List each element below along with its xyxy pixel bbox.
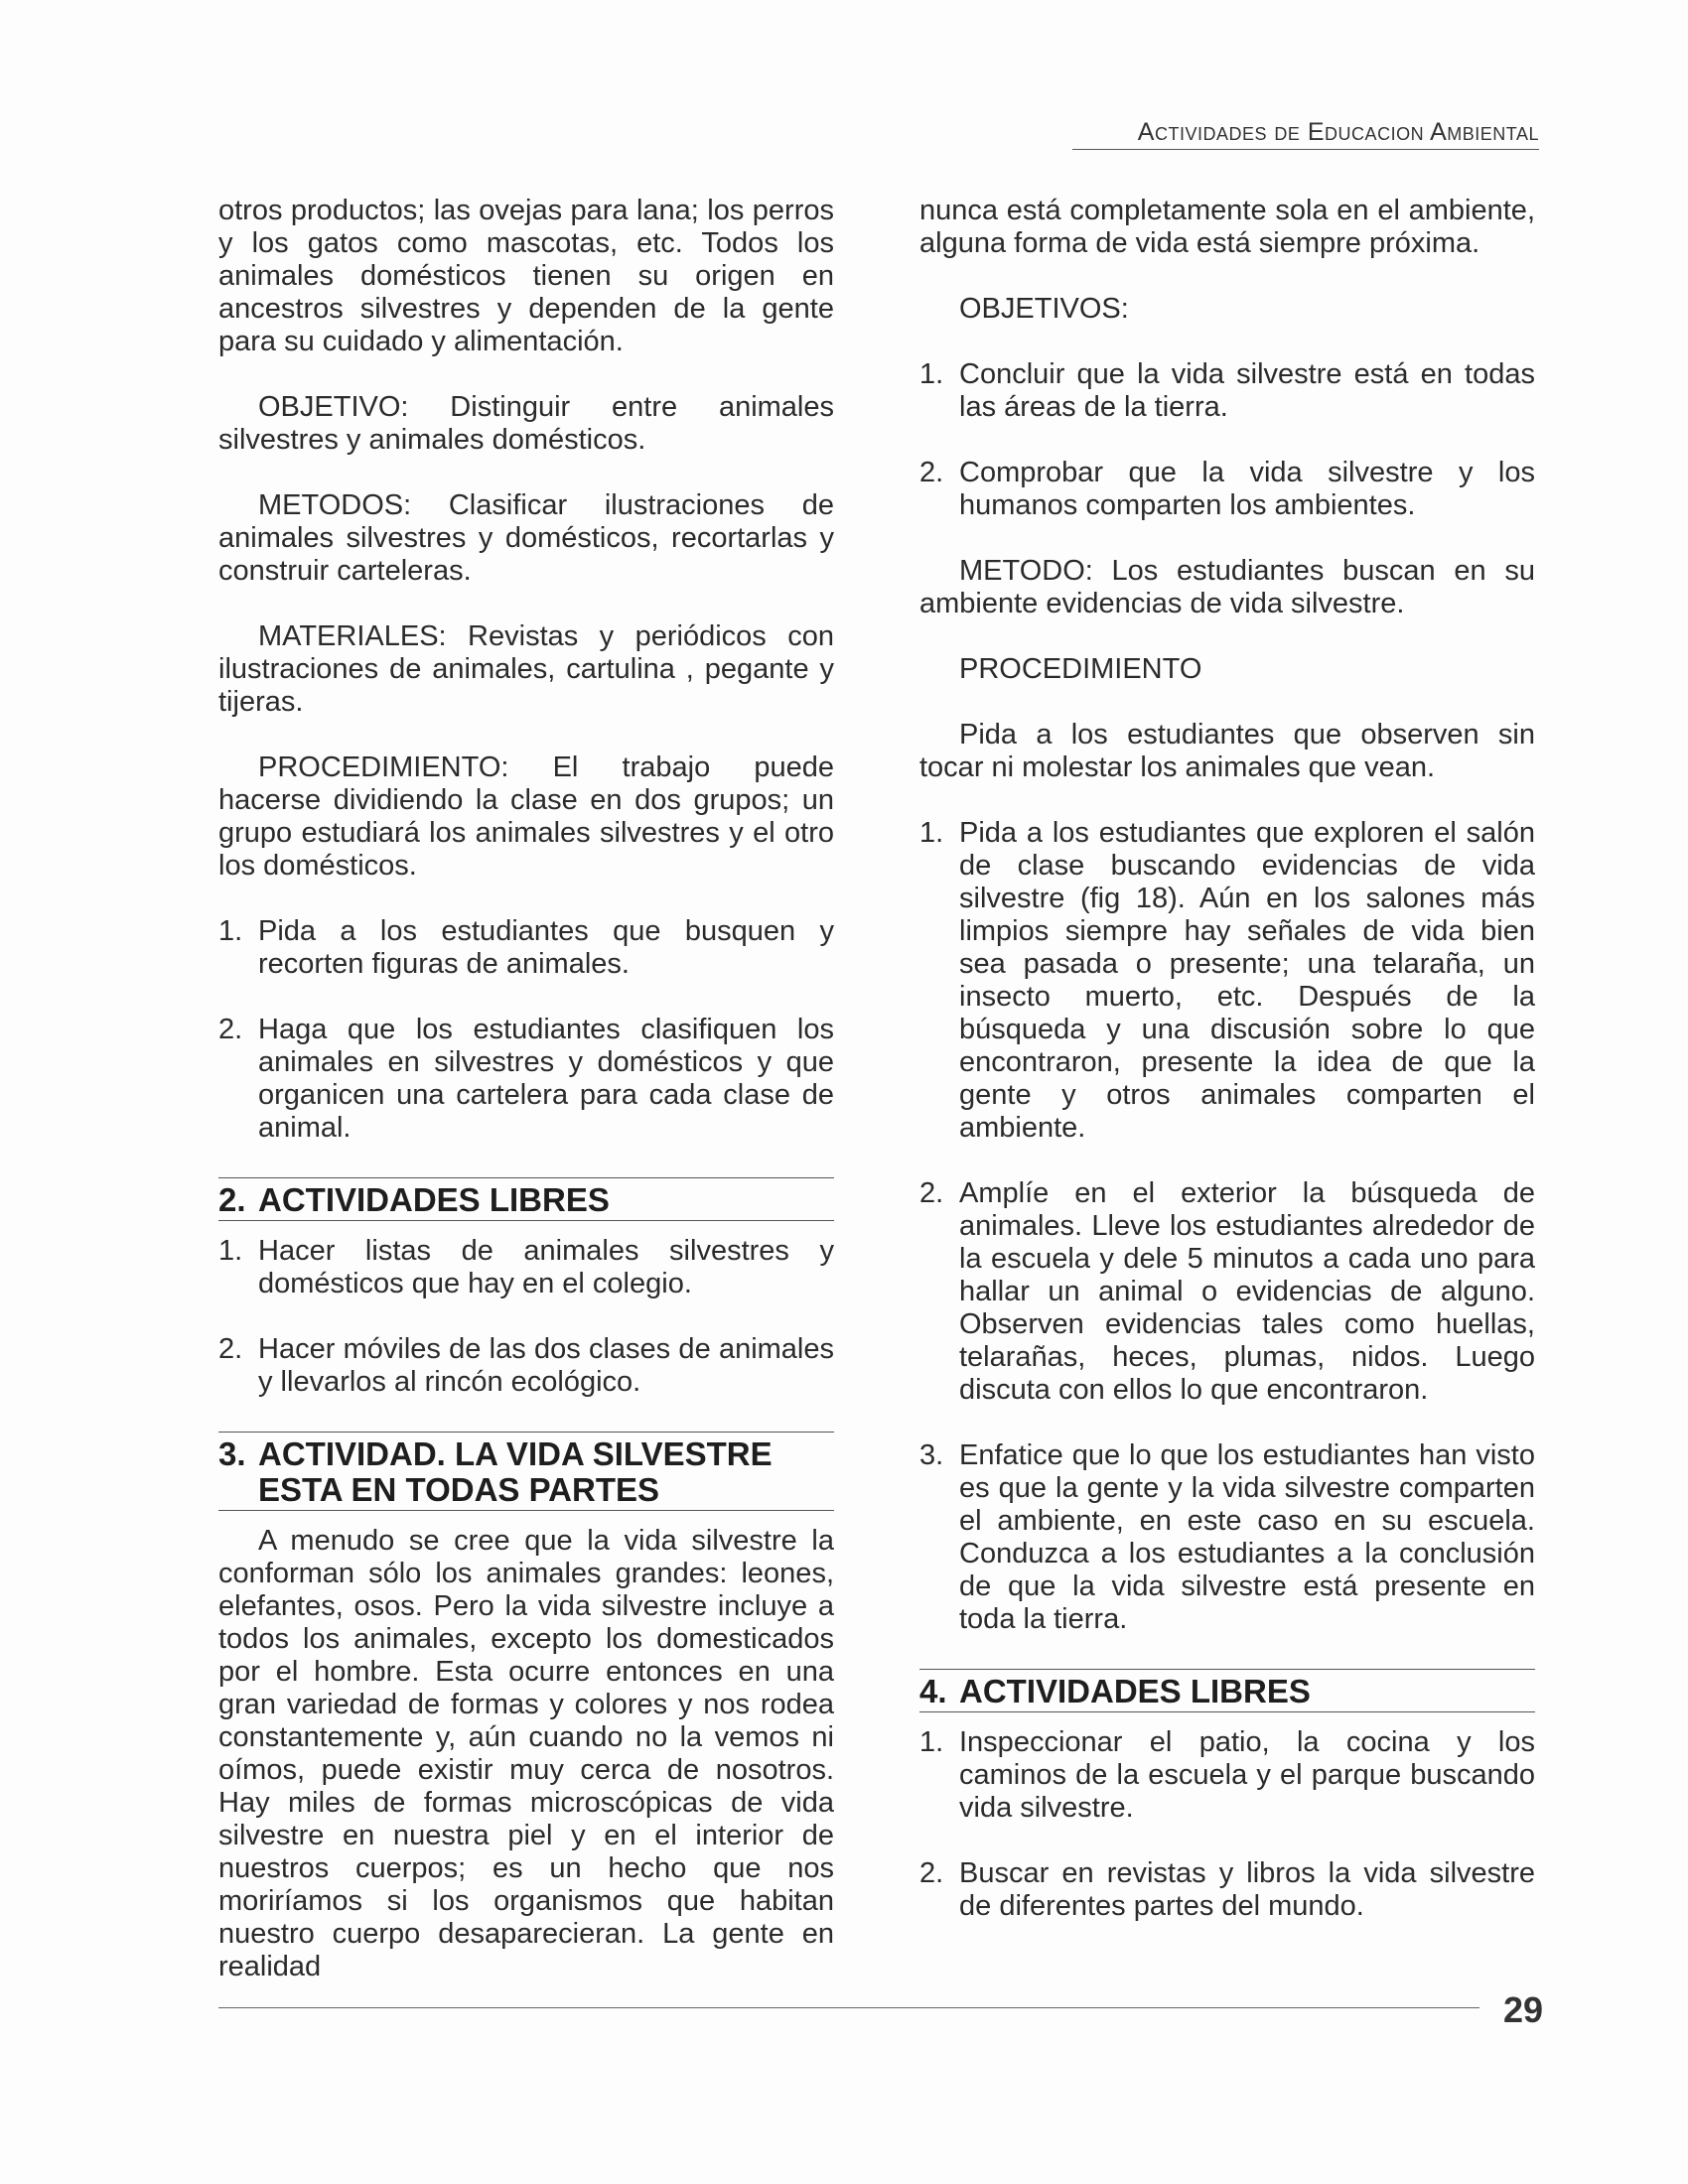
item-number: 1. (218, 915, 243, 947)
procedimiento-paragraph: PROCEDIMIENTO: El trabajo puede hacerse dividiendo la clase en dos grupos; un grupo estudiará los animales silvestres y el otro los domésticos. (218, 751, 834, 882)
list-item (919, 1439, 1535, 1636)
header-rule (1072, 149, 1539, 150)
left-column (218, 195, 834, 2016)
item-text: Hacer listas de animales silvestres y domésticos que hay en el colegio. (258, 1235, 834, 1299)
procedimiento-heading: PROCEDIMIENTO (959, 653, 1202, 685)
item-text: Pida a los estudiantes que busquen y recorten figuras de animales. (258, 915, 834, 980)
section-2-heading (218, 1177, 834, 1221)
section-number: 2. (218, 1181, 246, 1218)
procedure-steps (919, 817, 1535, 1636)
continued-paragraph: nunca está completamente sola en el ambiente, alguna forma de vida está siempre próxima. (919, 195, 1535, 259)
item-number: 2. (218, 1014, 243, 1045)
list-item (919, 1857, 1535, 1923)
item-number: 2. (919, 457, 944, 488)
list-item (919, 358, 1535, 424)
item-text: Buscar en revistas y libros la vida silvestre de diferentes partes del mundo. (959, 1857, 1535, 1922)
section-3-heading (218, 1432, 834, 1511)
item-text: Haga que los estudiantes clasifiquen los animales en silvestres y domésticos y que organicen una cartelera para cada clase de animal. (258, 1014, 834, 1144)
item-number: 1. (919, 358, 944, 390)
procedimiento-intro: Pida a los estudiantes que observen sin tocar ni molestar los animales que vean. (919, 719, 1535, 783)
item-text: Pida a los estudiantes que exploren el salón de clase buscando evidencias de vida silvestre (fig 18). Aún en los salones más limpios siempre hay señales de vida bien sea pasada o presente; una telaraña, un insecto muerto, etc. Después de la búsqueda y una discusión sobre lo que encontraron, presente la idea de que la gente y otros animales comparten el ambiente. (959, 817, 1535, 1144)
list-item (919, 1177, 1535, 1407)
list-item (919, 817, 1535, 1145)
section-title: ACTIVIDAD. LA VIDA SILVESTRE ESTA EN TODAS PARTES (258, 1435, 773, 1508)
list-item (919, 457, 1535, 522)
right-column (919, 195, 1535, 1956)
item-number: 3. (919, 1439, 944, 1471)
item-number: 1. (218, 1235, 243, 1267)
item-number: 1. (919, 1726, 944, 1758)
objetivo-paragraph: OBJETIVO: Distinguir entre animales silvestres y animales domésticos. (218, 391, 834, 456)
item-number: 1. (919, 817, 944, 849)
item-text: Hacer móviles de las dos clases de animales y llevarlos al rincón ecológico. (258, 1333, 834, 1398)
item-number: 2. (218, 1333, 243, 1365)
section-title: ACTIVIDADES LIBRES (959, 1673, 1311, 1709)
list-item (919, 1726, 1535, 1825)
section-4-heading (919, 1669, 1535, 1712)
section-number: 3. (218, 1435, 246, 1472)
section-number: 4. (919, 1673, 947, 1709)
section-2-list (218, 1235, 834, 1399)
section-3-paragraph: A menudo se cree que la vida silvestre la conforman sólo los animales grandes: leones, elefantes, osos. Pero la vida silvestre incluye a todos los animales, excepto los domesticados por el hombre. Esta ocurre entonces en una gran variedad de formas y colores y nos rodea constantemente y, aún cuando no la vemos ni oímos, puede existir muy cerca de nosotros. Hay miles de formas microscópicas de vida silvestre en nuestra piel y en el interior de nuestros cuerpos; es un hecho que nos moriríamos si los organismos que habitan nuestro cuerpo desaparecieran. La gente en realidad (218, 1525, 834, 1982)
section-title: ACTIVIDADES LIBRES (258, 1181, 610, 1218)
page-number: 29 (1502, 1989, 1543, 2030)
item-number: 2. (919, 1177, 944, 1209)
list-item (218, 1235, 834, 1300)
item-text: Concluir que la vida silvestre está en todas las áreas de la tierra. (959, 358, 1535, 423)
footer-rule (218, 2007, 1479, 2008)
item-number: 2. (919, 1857, 944, 1889)
metodos-paragraph: METODOS: Clasificar ilustraciones de animales silvestres y domésticos, recortarlas y construir carteleras. (218, 489, 834, 587)
procedure-steps (218, 915, 834, 1145)
list-item (218, 1333, 834, 1399)
objetivos-heading: OBJETIVOS: (959, 293, 1129, 325)
objetivos-list (919, 358, 1535, 522)
section-4-list (919, 1726, 1535, 1923)
item-text: Comprobar que la vida silvestre y los humanos comparten los ambientes. (959, 457, 1535, 521)
running-header: Actividades de Educacion Ambiental (1137, 118, 1539, 146)
item-text: Inspeccionar el patio, la cocina y los caminos de la escuela y el parque buscando vida silvestre. (959, 1726, 1535, 1824)
list-item (218, 915, 834, 981)
list-item (218, 1014, 834, 1145)
intro-paragraph: otros productos; las ovejas para lana; los perros y los gatos como mascotas, etc. Todos los animales domésticos tienen su origen en ancestros silvestres y dependen de la gente para su cuidado y alimentación. (218, 195, 834, 357)
item-text: Enfatice que lo que los estudiantes han visto es que la gente y la vida silvestre comparten el ambiente, en este caso en su escuela. Conduzca a los estudiantes a la conclusión de que la vida silvestre está presente en toda la tierra. (959, 1439, 1535, 1635)
item-text: Amplíe en el exterior la búsqueda de animales. Lleve los estudiantes alrededor de la escuela y dele 5 minutos a cada uno para hallar un animal o evidencias de alguno. Observen evidencias tales como huellas, telarañas, heces, plumas, nidos. Luego discuta con ellos lo que encontraron. (959, 1177, 1535, 1406)
metodo-paragraph: METODO: Los estudiantes buscan en su ambiente evidencias de vida silvestre. (919, 555, 1535, 619)
materiales-paragraph: MATERIALES: Revistas y periódicos con ilustraciones de animales, cartulina , pegante y tijeras. (218, 620, 834, 718)
